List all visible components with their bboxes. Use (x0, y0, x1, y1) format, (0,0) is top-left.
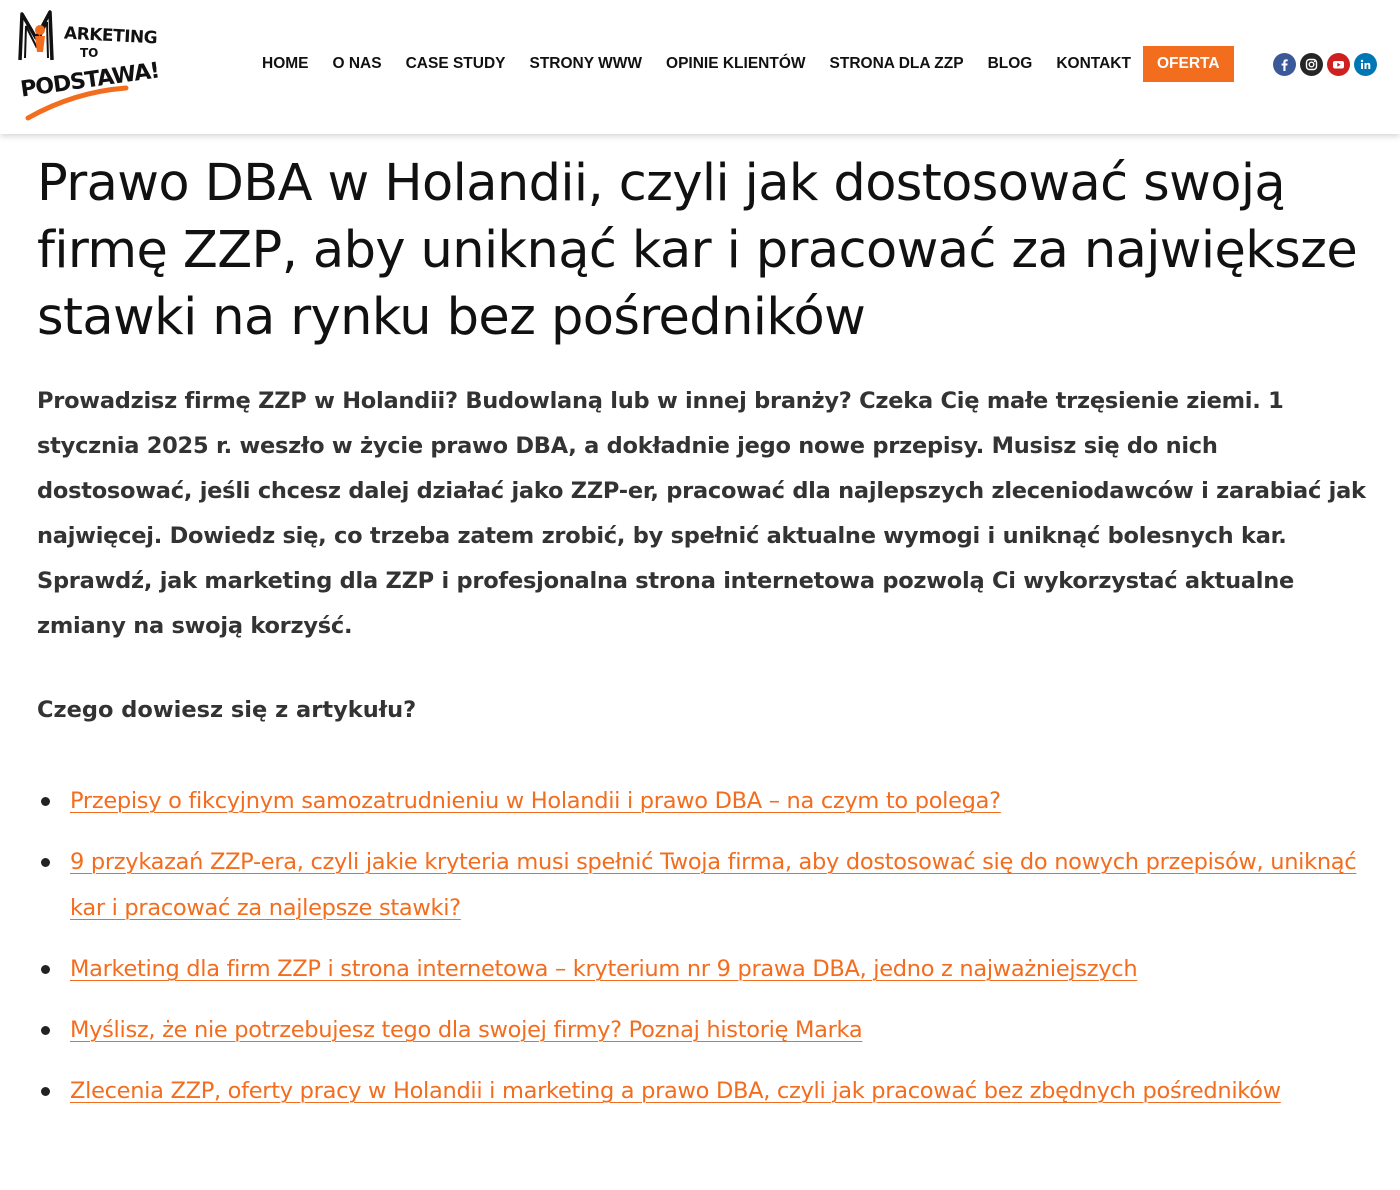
toc-item (70, 1007, 1367, 1053)
nav-item-blog[interactable]: BLOG (987, 55, 1033, 72)
nav-item-kontakt[interactable]: KONTAKT (1056, 55, 1131, 72)
nav-item-home[interactable]: HOME (262, 55, 309, 72)
facebook-icon[interactable] (1273, 53, 1296, 76)
bullet-icon (41, 965, 50, 974)
nav-item-strony-www[interactable]: STRONY WWW (529, 55, 643, 72)
logo-text-line3: PODSTAWA! (18, 58, 161, 103)
site-header (0, 0, 1400, 134)
nav-item-o-nas[interactable]: O NAS (332, 55, 382, 72)
toc-heading: Czego dowiesz się z artykułu? (37, 697, 417, 723)
nav-item-case-study[interactable]: CASE STUDY (405, 55, 506, 72)
toc-item (70, 1068, 1367, 1114)
bullet-icon (41, 858, 50, 867)
logo-text-line1: ARKETING (63, 23, 158, 49)
toc-link-1[interactable]: Przepisy o fikcyjnym samozatrudnieniu w Holandii i prawo DBA – na czym to polega? (70, 788, 1001, 814)
bullet-icon (41, 797, 50, 806)
main-nav (250, 46, 1234, 82)
linkedin-icon[interactable] (1354, 53, 1377, 76)
toc-item (70, 839, 1367, 931)
toc-item (70, 946, 1367, 992)
bullet-icon (41, 1087, 50, 1096)
bullet-icon (41, 1026, 50, 1035)
table-of-contents (37, 778, 1367, 1114)
oferta-button[interactable]: OFERTA (1143, 46, 1234, 82)
instagram-icon[interactable] (1300, 53, 1323, 76)
nav-item-opinie-klientow[interactable]: OPINIE KLIENTÓW (666, 55, 806, 72)
toc-link-2[interactable]: 9 przykazań ZZP-era, czyli jakie kryteria musi spełnić Twoja firma, aby dostosować się do nowych przepisów, uniknąć kar i pracować za najlepsze stawki? (70, 849, 1357, 921)
social-links (1273, 53, 1377, 76)
site-logo[interactable] (14, 8, 161, 124)
article-intro: Prowadzisz firmę ZZP w Holandii? Budowlaną lub w innej branży? Czeka Cię małe trzęsienie ziemi. 1 stycznia 2025 r. weszło w życie prawo DBA, a dokładnie jego nowe przepisy. Musisz się do nich dostosować, jeśli chcesz dalej działać jako ZZP-er, pracować dla najlepszych zleceniodawców i zarabiać jak najwięcej. Dowiedz się, co trzeba zatem zrobić, by spełnić aktualne wymogi i uniknąć bolesnych kar. Sprawdź, jak marketing dla ZZP i profesjonalna strona internetowa pozwolą Ci wykorzystać aktualne zmiany na swoją korzyść. (37, 388, 1366, 639)
toc-item (70, 778, 1367, 824)
toc-link-3[interactable]: Marketing dla firm ZZP i strona internetowa – kryterium nr 9 prawa DBA, jedno z najważniejszych (70, 956, 1138, 982)
toc-link-5[interactable]: Zlecenia ZZP, oferty pracy w Holandii i marketing a prawo DBA, czyli jak pracować bez zbędnych pośredników (70, 1078, 1281, 1104)
article-content (37, 150, 1367, 1129)
toc-link-4[interactable]: Myślisz, że nie potrzebujesz tego dla swojej firmy? Poznaj historię Marka (70, 1017, 863, 1043)
youtube-icon[interactable] (1327, 53, 1350, 76)
article-title: Prawo DBA w Holandii, czyli jak dostosować swoją firmę ZZP, aby uniknąć kar i pracować za największe stawki na rynku bez pośredników (37, 154, 1358, 347)
nav-item-strona-dla-zzp[interactable]: STRONA DLA ZZP (829, 55, 964, 72)
logo-text-line2: TO (80, 46, 99, 60)
